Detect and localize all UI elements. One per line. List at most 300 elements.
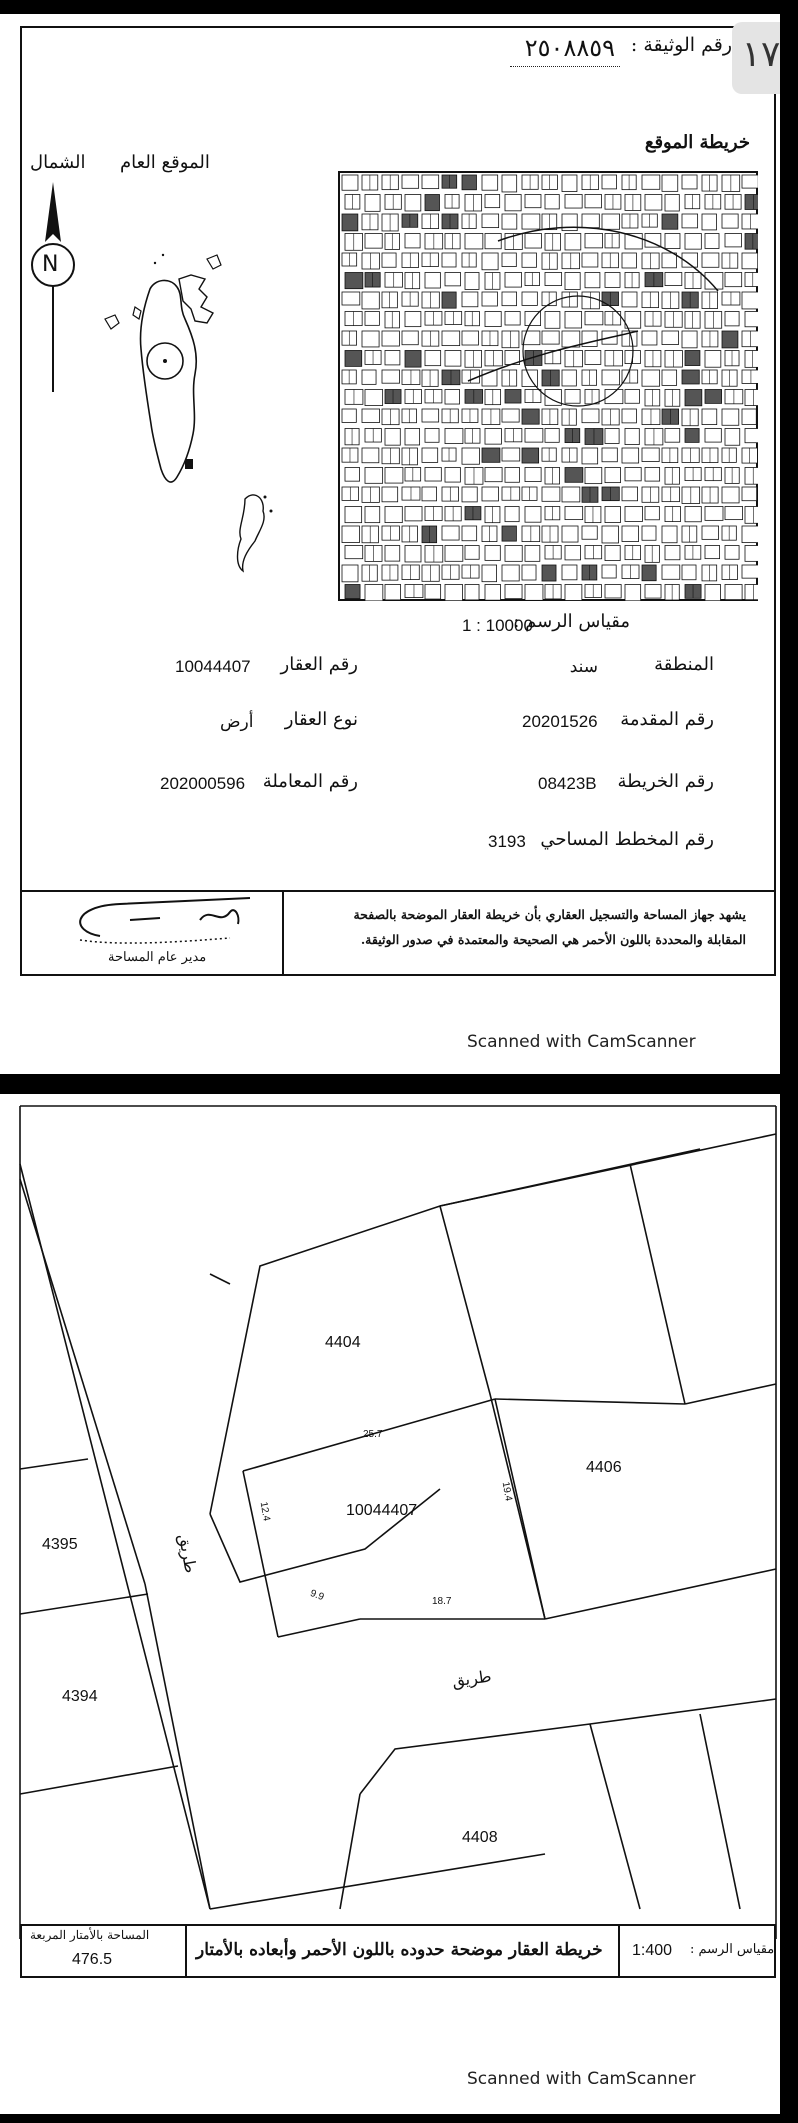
site-map-block (645, 468, 660, 482)
site-map-block (585, 195, 601, 208)
site-map-block (485, 468, 502, 482)
site-map-block (602, 175, 617, 189)
site-map-block (525, 429, 543, 443)
site-map-block (382, 253, 396, 267)
site-map-block (485, 546, 500, 561)
site-map-block (342, 214, 358, 231)
site-map-block (585, 234, 603, 248)
site-map-block (742, 526, 758, 543)
site-map-block (742, 253, 758, 269)
site-map-block (442, 331, 460, 346)
site-map-block (365, 468, 383, 484)
site-map-block (362, 448, 379, 463)
parcel-4404: 4404 (325, 1334, 361, 1351)
document-page-1 (0, 14, 780, 1074)
site-map-block (685, 429, 699, 443)
site-map-block (522, 448, 539, 463)
site-map-block (605, 390, 623, 404)
property-no-value: 10044407 (175, 657, 251, 676)
site-map-block (602, 448, 617, 462)
road-label-vertical: طريق (174, 1532, 201, 1575)
area-label: المساحة بالأمتار المربعة (30, 1928, 150, 1942)
site-map-block (505, 390, 521, 404)
site-map-block (682, 175, 697, 189)
site-map-block (562, 370, 576, 386)
dimension-bottom-left: 9.9 (308, 1587, 326, 1604)
site-map-block (445, 546, 463, 562)
site-map-block (482, 448, 500, 462)
site-map-block (745, 429, 758, 443)
parcel-subject: 10044407 (346, 1502, 418, 1519)
site-map-block (662, 253, 676, 268)
site-map-block (445, 273, 461, 286)
site-map-block (382, 331, 399, 346)
site-map-block (505, 273, 522, 288)
site-map-block (605, 507, 620, 523)
site-map-block (565, 312, 582, 328)
site-map-block (602, 214, 620, 229)
site-map-block (502, 448, 520, 461)
site-map-block (682, 214, 698, 228)
site-map-block (425, 351, 441, 366)
site-map-block (662, 175, 678, 191)
site-map-block (725, 507, 743, 520)
page-number-badge: ١٧ (732, 22, 780, 94)
site-map-block (422, 409, 439, 422)
site-map-block (422, 175, 439, 189)
site-map-block (445, 468, 460, 483)
footer-scale-label: مقياس الرسم : (690, 1942, 775, 1957)
site-map-block (705, 546, 720, 559)
site-map-block (382, 370, 400, 383)
site-map-block (565, 273, 580, 290)
site-map-block (685, 507, 701, 522)
site-map-block (742, 331, 758, 347)
survey-plan-value: 3193 (488, 832, 526, 851)
site-map-block (465, 234, 483, 249)
site-map-block (365, 507, 380, 523)
site-map-block (385, 351, 400, 365)
site-map-block (462, 292, 478, 307)
site-map-block (442, 526, 459, 540)
site-map-block (582, 214, 599, 228)
site-map-block (725, 273, 742, 287)
site-map-block (462, 487, 477, 502)
site-map-block (362, 370, 376, 384)
site-map-block (642, 370, 660, 386)
site-map-block (662, 331, 678, 345)
site-map-block (642, 331, 657, 345)
parcel-4394: 4394 (62, 1688, 98, 1705)
site-map-block (545, 273, 562, 286)
site-map-block (462, 526, 477, 541)
site-map-block (645, 195, 662, 211)
site-map-block (342, 526, 359, 543)
site-map-block (582, 448, 598, 464)
dimension-left: 12.4 (257, 1500, 272, 1523)
site-map-block (522, 565, 536, 580)
site-map-block (745, 507, 758, 524)
site-map-block (422, 487, 437, 501)
site-map-block (642, 448, 659, 462)
site-map-block (485, 429, 501, 445)
site-map-block (665, 546, 680, 560)
site-map-block (482, 487, 499, 501)
site-map-block (625, 468, 641, 481)
site-map-block (622, 526, 639, 541)
site-map-block (425, 468, 441, 482)
site-map-block (385, 507, 402, 523)
site-map-block (405, 195, 421, 211)
site-map-block (562, 214, 577, 231)
site-map-block (685, 351, 700, 366)
site-map-block (702, 214, 717, 230)
site-map-block (582, 526, 597, 539)
site-map-block (342, 409, 356, 422)
site-map-block (425, 585, 441, 600)
site-map-block (605, 546, 620, 561)
director-title: مدير عام المساحة (108, 950, 207, 965)
site-map-block (525, 195, 541, 208)
request-no-value: 20201526 (522, 712, 598, 731)
site-map-block (542, 331, 559, 344)
property-no-label: رقم العقار (280, 654, 358, 675)
site-map-block (482, 175, 498, 190)
site-map-block (365, 312, 379, 326)
map-no-label: رقم الخريطة (617, 771, 714, 792)
site-map-block (525, 468, 541, 482)
site-map-block (465, 585, 479, 600)
site-map-block (622, 253, 636, 268)
site-map-block (642, 526, 656, 540)
site-map-block (565, 234, 581, 250)
site-map-block (462, 331, 478, 345)
dimension-top: 25.7 (363, 1429, 383, 1440)
scanned-watermark-1: Scanned with CamScanner (467, 1032, 696, 1052)
site-map-block (722, 214, 738, 228)
site-map-block (722, 409, 739, 425)
site-map-block (725, 312, 739, 326)
site-map-block (405, 312, 421, 327)
site-map-block (662, 370, 677, 385)
survey-plan-label: رقم المخطط المساحي (540, 829, 714, 850)
site-map-block (505, 195, 521, 211)
site-map-block (565, 390, 580, 404)
site-map-block (502, 214, 517, 229)
certification-line-1: يشهد جهاز المساحة والتسجيل العقاري بأن خريطة العقار الموضحة بالصفحة (353, 907, 746, 922)
site-map-block (682, 565, 696, 580)
site-map-block (505, 585, 522, 599)
site-map-block (362, 292, 379, 309)
transaction-no-label: رقم المعاملة (262, 771, 358, 792)
site-map-block (525, 585, 543, 601)
site-map-block (545, 312, 560, 329)
site-map-block (602, 370, 620, 385)
site-map-block (405, 546, 421, 562)
site-map-block (522, 214, 540, 229)
site-map-block (742, 175, 758, 188)
site-map-block (565, 546, 581, 560)
site-map-block (502, 253, 516, 267)
scale-value: 1 : 10000 (462, 616, 533, 635)
site-map-block (362, 331, 379, 347)
area-value: 476.5 (72, 1951, 113, 1968)
site-map-block (345, 273, 363, 289)
site-map-block (705, 351, 721, 368)
site-map-block (345, 351, 362, 367)
request-no-label: رقم المقدمة (620, 709, 714, 730)
site-map-block (625, 390, 639, 404)
site-map-block (605, 468, 621, 483)
site-map-block (502, 292, 517, 306)
site-map-block (702, 526, 719, 539)
document-page-2 (0, 1094, 780, 2114)
footer-divider-left (185, 1924, 187, 1978)
footer-title: خريطة العقار موضحة حدوده باللون الأحمر وأبعاده بالأمتار (196, 1940, 603, 1960)
site-map-block (645, 507, 659, 520)
site-map-block (665, 429, 680, 443)
site-map-block (585, 312, 603, 325)
north-arrow-icon (28, 182, 78, 392)
site-map-block (345, 507, 362, 523)
site-map-block (522, 292, 537, 305)
site-map-block (482, 253, 498, 270)
site-map-block (425, 195, 440, 211)
site-map-block (705, 585, 721, 601)
site-map-block (442, 253, 456, 267)
site-map-block (605, 585, 621, 598)
site-map-block (445, 429, 463, 444)
site-map-block (622, 487, 638, 501)
site-map-block (565, 195, 582, 209)
site-map-block (745, 312, 758, 327)
site-map-block (445, 585, 463, 601)
parcel-4406: 4406 (586, 1459, 622, 1476)
site-map-block (685, 390, 702, 406)
dimension-bottom: 18.7 (432, 1596, 452, 1607)
site-map-block (405, 429, 420, 445)
site-map-block (345, 585, 360, 599)
site-map-block (745, 195, 758, 210)
site-map-block (705, 390, 722, 404)
site-map-block (562, 565, 577, 580)
transaction-no-value: 202000596 (160, 774, 246, 793)
site-map-block (505, 468, 519, 483)
site-map-block (725, 234, 741, 247)
site-map-block (625, 585, 641, 601)
site-map-block (485, 585, 501, 601)
site-map-block (502, 409, 519, 422)
site-map-block (385, 546, 400, 562)
site-map-block (742, 487, 757, 501)
site-map-block (545, 429, 559, 443)
site-map-block (745, 468, 758, 485)
site-map-block (745, 351, 758, 368)
parcel-4408: 4408 (462, 1829, 498, 1846)
site-map-block (365, 195, 380, 212)
site-map-block (482, 565, 497, 582)
site-map-block (405, 507, 422, 521)
site-map-block (365, 585, 383, 601)
site-map-block (642, 565, 656, 581)
site-map-block (462, 175, 476, 190)
site-map-block (482, 292, 497, 306)
site-map-block (565, 507, 583, 520)
site-map-block (622, 409, 636, 423)
site-map-block (505, 312, 520, 325)
site-map-block (442, 292, 456, 308)
site-map-block (525, 234, 541, 249)
site-map-block (665, 273, 682, 286)
site-map-block (505, 546, 522, 562)
site-map-block (742, 370, 758, 383)
site-map-block (462, 448, 479, 464)
site-map-title: خريطة الموقع (644, 132, 750, 153)
site-map-block (702, 409, 717, 425)
site-map-block (725, 429, 740, 446)
site-map-block (542, 487, 560, 501)
site-map-block (342, 565, 358, 582)
site-map-block (405, 234, 420, 248)
site-map-block (625, 507, 642, 522)
site-map-block (645, 585, 661, 599)
footer-scale-value: 1:400 (632, 1942, 673, 1959)
site-map-block (502, 565, 519, 581)
site-map-block (745, 585, 758, 600)
site-map-block (465, 546, 479, 560)
site-map-block (425, 273, 440, 289)
site-map-block (565, 468, 583, 483)
doc-number-value: ٢٥٠٨٨٥٩ (524, 34, 615, 62)
site-map-block (582, 409, 599, 423)
site-map-block (742, 292, 758, 309)
scale-label-text: مقياس الرسم : (513, 611, 630, 632)
general-location-label: الموقع العام (120, 152, 210, 173)
property-type-value: أرض (220, 712, 254, 731)
site-map-block (642, 175, 660, 189)
site-map-block (382, 487, 398, 502)
certification-line-2: المقابلة والمحددة باللون الأحمر هي الصحيحة والمعتمدة في صدور الوثيقة. (360, 932, 746, 947)
site-map-block (745, 546, 758, 562)
site-map-block (502, 175, 517, 192)
site-map-block (605, 273, 620, 288)
site-map-block (705, 507, 723, 521)
site-map-block (585, 468, 602, 484)
site-map-block (562, 526, 578, 542)
site-map-block (742, 409, 756, 424)
site-map-block (685, 234, 701, 250)
site-map-block (622, 448, 639, 463)
north-letter: N (42, 252, 59, 277)
site-map-block (385, 585, 401, 600)
site-map-block (522, 409, 539, 424)
signature-image (60, 886, 260, 956)
site-map-block (745, 390, 758, 406)
site-map-block (682, 331, 697, 348)
site-map-block (362, 409, 380, 423)
area-label: المنطقة (654, 654, 714, 675)
site-map-block (542, 565, 556, 581)
site-map-block (365, 234, 382, 249)
dimension-right: 19.4 (499, 1480, 514, 1503)
certification-divider (282, 890, 284, 976)
site-map-block (625, 429, 639, 445)
site-map-block (602, 565, 616, 578)
site-map-block (345, 468, 360, 482)
doc-number-underline (510, 66, 620, 67)
site-map-block (565, 585, 582, 601)
site-map-block (405, 351, 421, 368)
site-map-block (662, 565, 680, 579)
footer-divider-right (618, 1924, 620, 1978)
site-map-block (562, 487, 580, 502)
site-map-image (338, 171, 758, 601)
site-map-block (482, 214, 499, 228)
site-map-block (465, 273, 479, 290)
site-map-block (385, 429, 400, 446)
site-map-block (705, 234, 719, 249)
site-map-block (662, 526, 677, 543)
parcel-4395: 4395 (42, 1536, 78, 1553)
site-map-block (402, 331, 418, 345)
site-map-block (342, 292, 360, 305)
site-map-block (722, 487, 739, 503)
site-map-block (742, 565, 758, 578)
site-map-block (525, 546, 540, 562)
site-map-block (485, 312, 501, 327)
site-map-block (402, 175, 419, 188)
site-map-block (525, 507, 541, 523)
scanned-watermark-2: Scanned with CamScanner (467, 2069, 696, 2089)
site-map-block (745, 234, 758, 250)
site-map-block (505, 507, 519, 522)
location-map-icon (95, 249, 305, 589)
site-map-block (665, 234, 680, 249)
site-map-block (585, 273, 600, 288)
site-map-block (742, 214, 758, 229)
site-map-block (585, 351, 601, 365)
site-map-block (545, 195, 559, 209)
site-map-block (385, 468, 403, 484)
doc-number-label: رقم الوثيقة : (630, 34, 732, 56)
site-map-block (665, 195, 679, 212)
area-value: سند (569, 657, 598, 676)
site-map-block (725, 546, 739, 560)
site-map-block (562, 175, 577, 192)
site-map-block (662, 214, 678, 229)
site-map-block (445, 390, 460, 405)
property-type-label: نوع العقار (284, 709, 358, 730)
site-map-block (422, 448, 438, 462)
site-map-block (745, 273, 758, 287)
site-map-block (702, 253, 719, 267)
site-map-block (342, 175, 358, 190)
site-map-block (602, 526, 619, 543)
site-map-block (725, 585, 742, 600)
site-map-block (485, 195, 500, 208)
map-no-value: 08423B (538, 774, 597, 793)
site-map-block (622, 292, 637, 307)
site-map-block (682, 370, 699, 384)
site-map-block (705, 429, 721, 443)
site-map-block (445, 351, 461, 367)
site-map-block (522, 253, 536, 267)
site-map-block (582, 253, 598, 267)
site-map-block (365, 390, 383, 406)
site-map-block (722, 331, 738, 348)
site-map-block (345, 546, 363, 559)
site-map-block (425, 429, 439, 443)
